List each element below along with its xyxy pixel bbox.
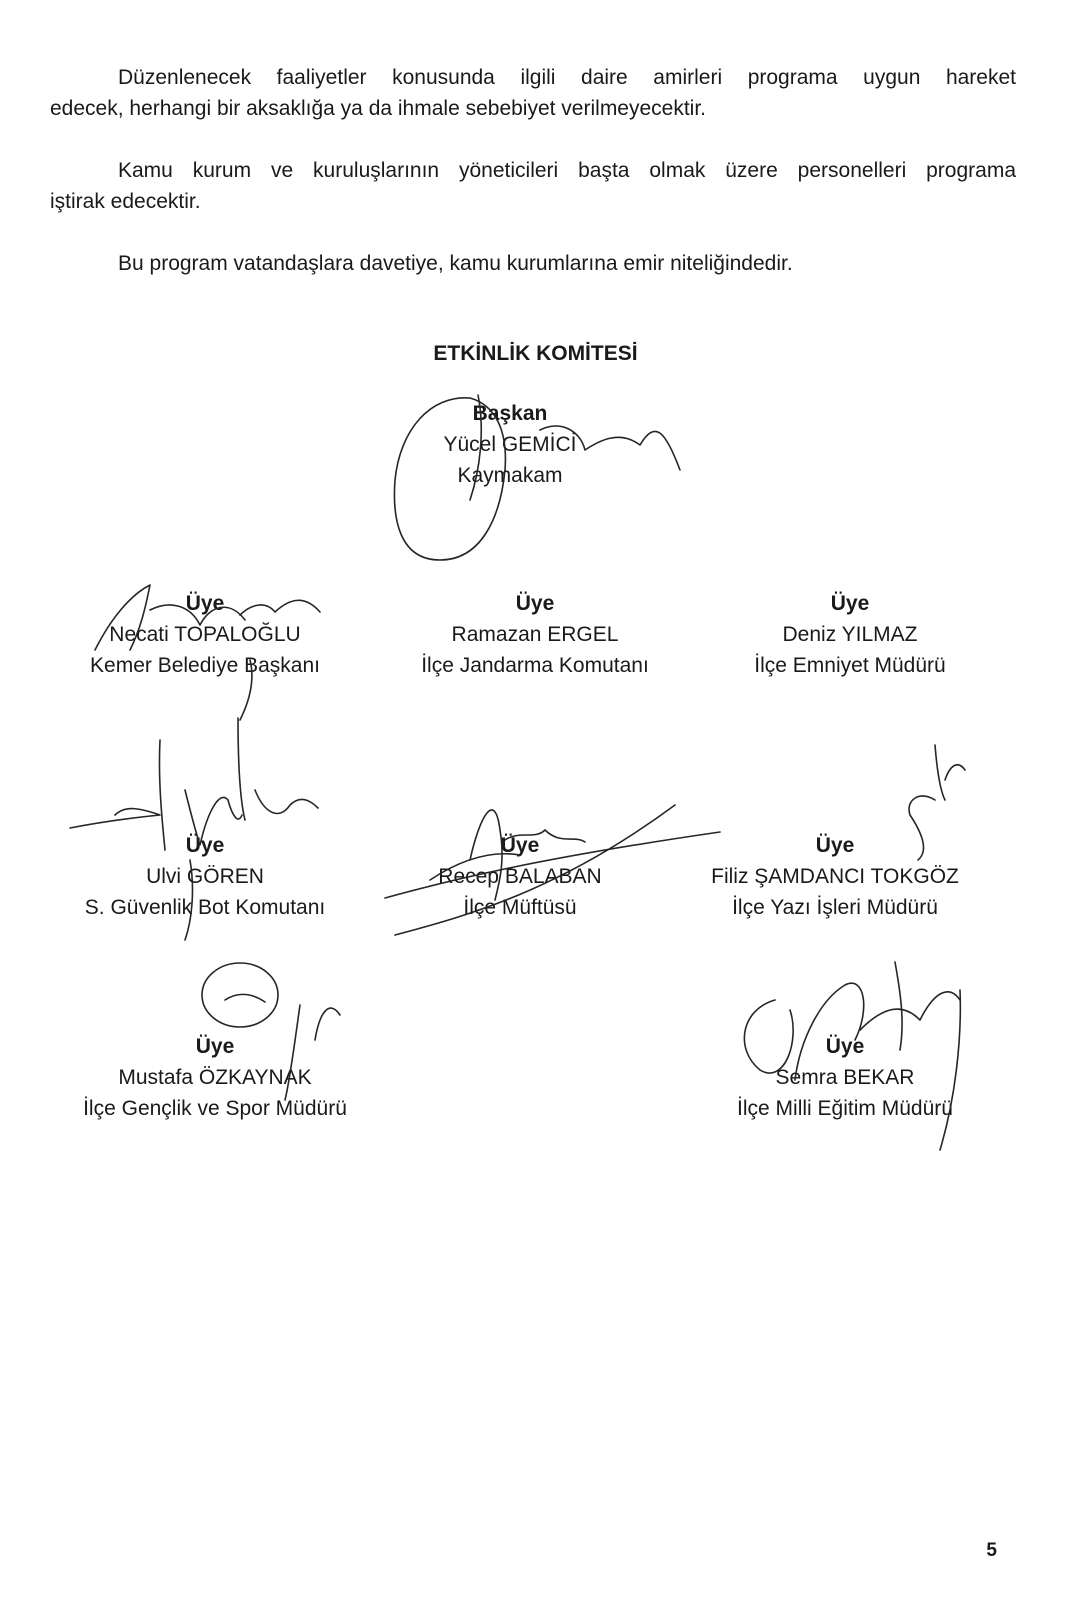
committee-title: ETKİNLİK KOMİTESİ bbox=[433, 342, 638, 365]
chair-title: Kaymakam bbox=[457, 464, 563, 487]
member-role: Üye bbox=[185, 834, 225, 857]
member-block-1 bbox=[25, 588, 385, 681]
member-name: Filiz ŞAMDANCI TOKGÖZ bbox=[711, 865, 959, 888]
member-title: İlçe Yazı İşleri Müdürü bbox=[732, 896, 938, 919]
member-role: Üye bbox=[195, 1035, 235, 1058]
member-name: Deniz YILMAZ bbox=[782, 623, 918, 646]
member-block-7 bbox=[35, 1031, 395, 1124]
member-name: Mustafa ÖZKAYNAK bbox=[118, 1066, 312, 1089]
member-block-8 bbox=[665, 1031, 1025, 1124]
paragraph-1-line-2: edecek, herhangi bir aksaklığa ya da ihmale sebebiyet verilmeyecektir. bbox=[50, 97, 707, 120]
member-name: Recep BALABAN bbox=[438, 865, 602, 888]
member-title: S. Güvenlik Bot Komutanı bbox=[84, 896, 326, 919]
closing-sentence: Bu program vatandaşlara davetiye, kamu kurumlarına emir niteliğindedir. bbox=[118, 252, 793, 275]
member-role: Üye bbox=[515, 592, 555, 615]
member-title: Kemer Belediye Başkanı bbox=[90, 654, 320, 677]
member-title: İlçe Jandarma Komutanı bbox=[421, 654, 649, 677]
member-block-6 bbox=[655, 830, 1015, 923]
member-title: İlçe Müftüsü bbox=[463, 896, 577, 919]
member-name: Necati TOPALOĞLU bbox=[109, 623, 301, 646]
member-role: Üye bbox=[185, 592, 225, 615]
member-name: Semra BEKAR bbox=[775, 1066, 915, 1089]
member-title: İlçe Gençlik ve Spor Müdürü bbox=[83, 1097, 347, 1120]
chair-block bbox=[330, 398, 690, 491]
member-block-2 bbox=[355, 588, 715, 681]
paragraph-2-line-1: Kamu kurum ve kuruluşlarının yöneticileri başta olmak üzere personelleri programa bbox=[118, 159, 1016, 182]
paragraph-1-line-1: Düzenlenecek faaliyetler konusunda ilgili daire amirleri programa uygun hareket bbox=[118, 66, 1016, 89]
paragraph-2 bbox=[50, 155, 1016, 217]
member-title: İlçe Emniyet Müdürü bbox=[754, 654, 946, 677]
member-block-4 bbox=[25, 830, 385, 923]
member-role: Üye bbox=[500, 834, 540, 857]
member-role: Üye bbox=[825, 1035, 865, 1058]
chair-name: Yücel GEMİCİ bbox=[443, 433, 577, 456]
member-title: İlçe Milli Eğitim Müdürü bbox=[737, 1097, 953, 1120]
chair-role: Başkan bbox=[472, 402, 548, 425]
paragraph-1 bbox=[50, 62, 1016, 124]
member-block-3 bbox=[670, 588, 1030, 681]
page-number: 5 bbox=[986, 1540, 997, 1561]
member-block-5 bbox=[340, 830, 700, 923]
member-role: Üye bbox=[815, 834, 855, 857]
member-name: Ulvi GÖREN bbox=[146, 865, 264, 888]
paragraph-2-line-2: iştirak edecektir. bbox=[50, 190, 201, 213]
member-name: Ramazan ERGEL bbox=[451, 623, 619, 646]
member-role: Üye bbox=[830, 592, 870, 615]
